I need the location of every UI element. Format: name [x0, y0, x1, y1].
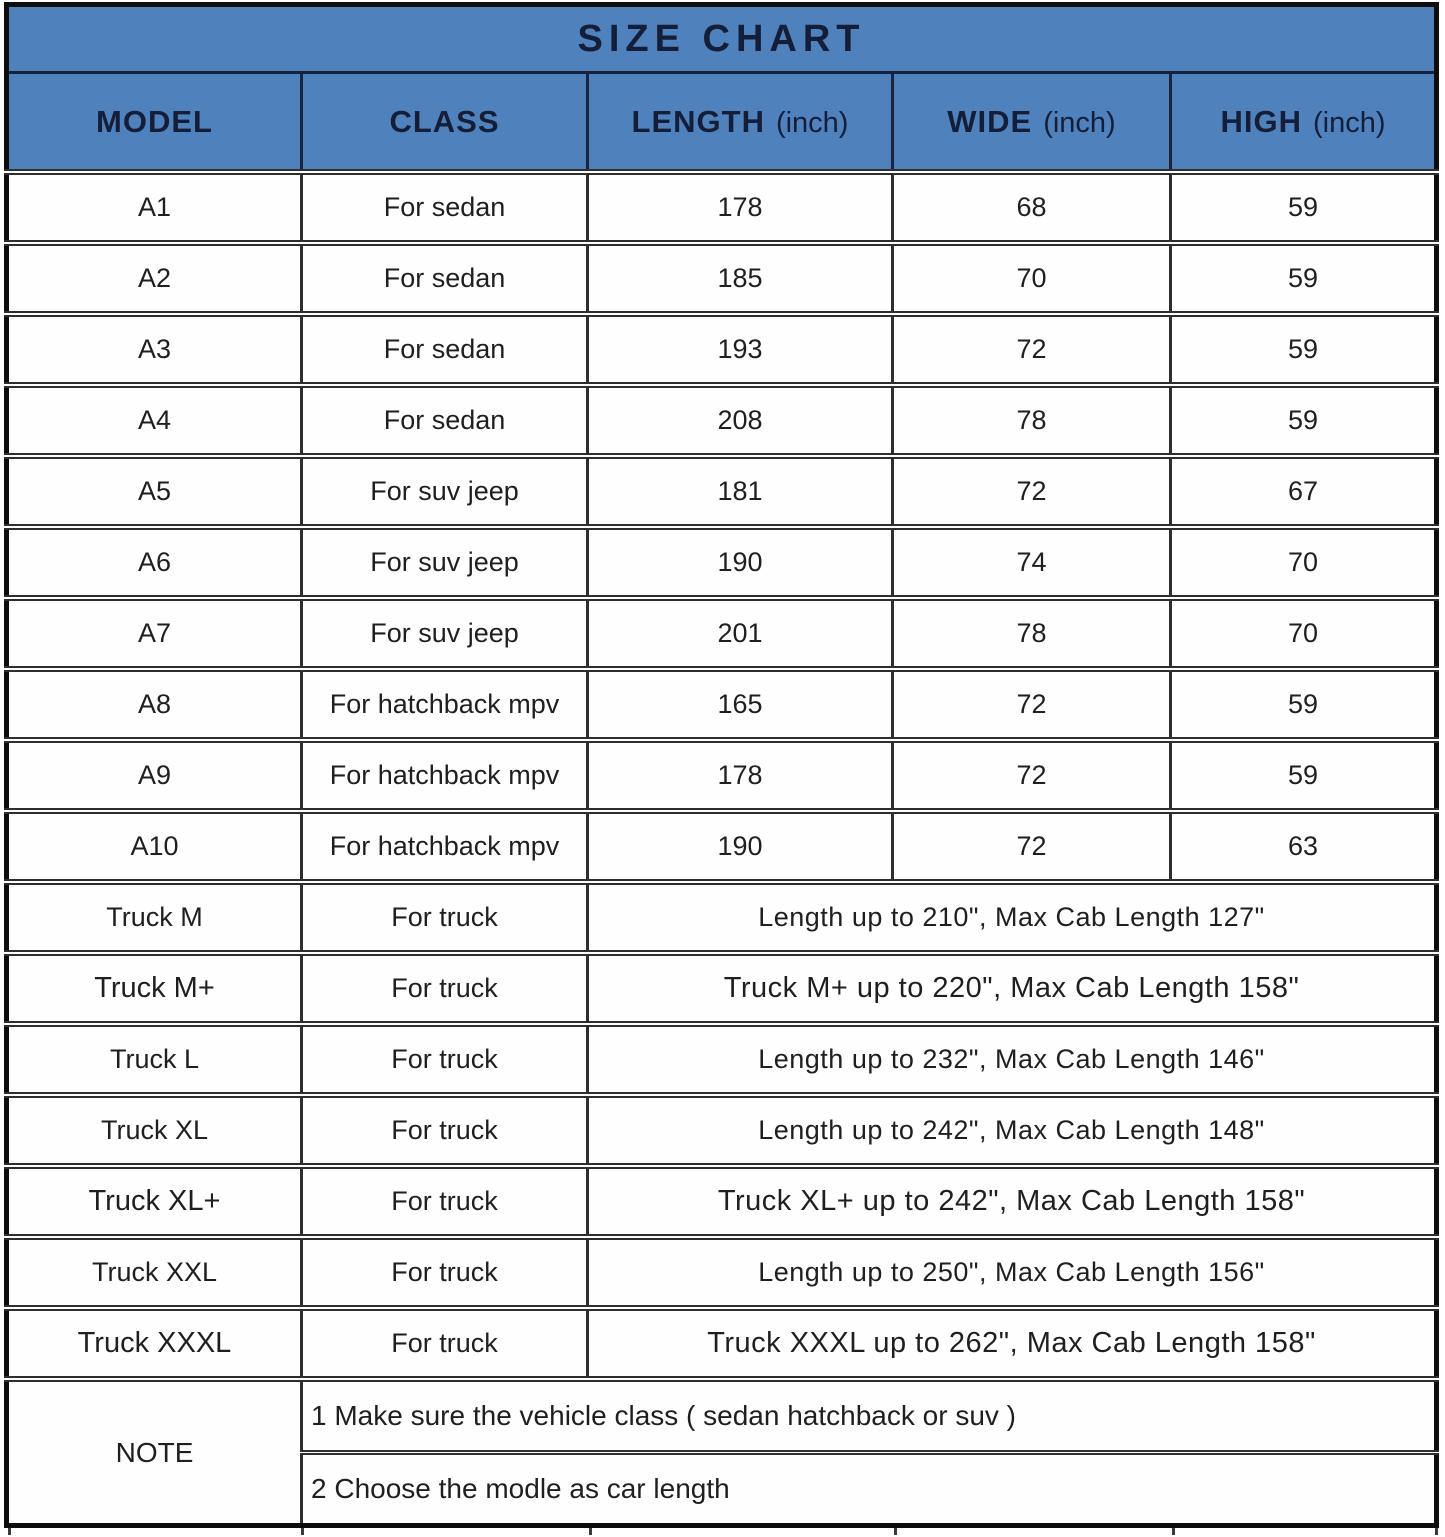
high-cell: 59 [1171, 385, 1437, 456]
table-row [7, 527, 1437, 598]
truck-spec-cell: Length up to 232", Max Cab Length 146" [588, 1024, 1437, 1095]
truck-spec-cell: Truck M+ up to 220", Max Cab Length 158" [588, 953, 1437, 1024]
table-row [7, 1095, 1437, 1166]
col-header-unit: (inch) [1043, 106, 1116, 139]
table-row [7, 740, 1437, 811]
bottom-tick [589, 1528, 592, 1535]
table-row [7, 385, 1437, 456]
model-cell: Truck XXL [7, 1237, 302, 1308]
class-cell: For suv jeep [302, 527, 588, 598]
bottom-tick [1435, 1528, 1438, 1535]
model-cell: Truck M [7, 882, 302, 953]
bottom-tick [894, 1528, 897, 1535]
col-header-label: LENGTH [631, 103, 765, 139]
model-cell: A5 [7, 456, 302, 527]
class-cell: For truck [302, 953, 588, 1024]
wide-cell: 72 [893, 740, 1171, 811]
high-cell: 59 [1171, 243, 1437, 314]
model-cell: Truck XL [7, 1095, 302, 1166]
table-row [7, 882, 1437, 953]
table-row [7, 314, 1437, 385]
truck-spec-cell: Length up to 242", Max Cab Length 148" [588, 1095, 1437, 1166]
col-header-length [588, 73, 893, 173]
high-cell: 59 [1171, 314, 1437, 385]
truck-spec-cell: Truck XXXL up to 262", Max Cab Length 158" [588, 1308, 1437, 1379]
wide-cell: 74 [893, 527, 1171, 598]
model-cell: A1 [7, 172, 302, 243]
high-cell: 59 [1171, 740, 1437, 811]
high-cell: 63 [1171, 811, 1437, 882]
table-row [7, 1166, 1437, 1237]
col-header-unit: (inch) [775, 106, 849, 139]
note-item-cell: 1 Make sure the vehicle class ( sedan hatchback or suv ) [302, 1379, 1437, 1453]
col-header-label: MODEL [96, 103, 213, 139]
note-item-cell: 2 Choose the modle as car length [302, 1453, 1437, 1526]
model-cell: A8 [7, 669, 302, 740]
table-row [7, 1024, 1437, 1095]
wide-cell: 78 [893, 385, 1171, 456]
truck-spec-cell: Truck XL+ up to 242", Max Cab Length 158" [588, 1166, 1437, 1237]
col-header-unit: (inch) [1312, 106, 1386, 139]
model-cell: Truck XXXL [7, 1308, 302, 1379]
class-cell: For sedan [302, 385, 588, 456]
table-row [7, 811, 1437, 882]
wide-cell: 72 [893, 811, 1171, 882]
table-row [7, 669, 1437, 740]
col-header-class [302, 73, 588, 173]
table-row [7, 456, 1437, 527]
table-row [7, 598, 1437, 669]
class-cell: For truck [302, 1024, 588, 1095]
length-cell: 185 [588, 243, 893, 314]
col-header-wide [893, 73, 1171, 173]
col-header-high [1171, 73, 1437, 173]
class-cell: For truck [302, 1095, 588, 1166]
bottom-tick [1172, 1528, 1175, 1535]
wide-cell: 72 [893, 669, 1171, 740]
class-cell: For truck [302, 1166, 588, 1237]
class-cell: For hatchback mpv [302, 811, 588, 882]
length-cell: 178 [588, 740, 893, 811]
model-cell: Truck L [7, 1024, 302, 1095]
class-cell: For truck [302, 1308, 588, 1379]
model-cell: A7 [7, 598, 302, 669]
class-cell: For truck [302, 882, 588, 953]
note-label-cell: NOTE [7, 1379, 302, 1526]
table-row [7, 172, 1437, 243]
length-cell: 190 [588, 527, 893, 598]
class-cell: For truck [302, 1237, 588, 1308]
bottom-tick [8, 1528, 11, 1535]
table-title: SIZE CHART [7, 5, 1437, 73]
length-cell: 181 [588, 456, 893, 527]
class-cell: For hatchback mpv [302, 669, 588, 740]
column-header-row [7, 73, 1437, 173]
high-cell: 59 [1171, 669, 1437, 740]
table-row [7, 1237, 1437, 1308]
model-cell: A9 [7, 740, 302, 811]
class-cell: For suv jeep [302, 598, 588, 669]
class-cell: For sedan [302, 314, 588, 385]
wide-cell: 70 [893, 243, 1171, 314]
length-cell: 178 [588, 172, 893, 243]
bottom-border-ticks [8, 1528, 1438, 1537]
class-cell: For suv jeep [302, 456, 588, 527]
high-cell: 59 [1171, 172, 1437, 243]
length-cell: 201 [588, 598, 893, 669]
model-cell: A10 [7, 811, 302, 882]
bottom-tick [301, 1528, 304, 1535]
length-cell: 193 [588, 314, 893, 385]
wide-cell: 78 [893, 598, 1171, 669]
truck-spec-cell: Length up to 210", Max Cab Length 127" [588, 882, 1437, 953]
table-row [7, 1308, 1437, 1379]
model-cell: A2 [7, 243, 302, 314]
table-row [7, 243, 1437, 314]
size-chart-table [4, 2, 1439, 1528]
wide-cell: 72 [893, 456, 1171, 527]
class-cell: For sedan [302, 243, 588, 314]
col-header-label: WIDE [947, 103, 1033, 139]
high-cell: 70 [1171, 527, 1437, 598]
length-cell: 208 [588, 385, 893, 456]
truck-spec-cell: Length up to 250", Max Cab Length 156" [588, 1237, 1437, 1308]
model-cell: Truck M+ [7, 953, 302, 1024]
high-cell: 70 [1171, 598, 1437, 669]
length-cell: 165 [588, 669, 893, 740]
col-header-label: CLASS [389, 103, 500, 139]
class-cell: For sedan [302, 172, 588, 243]
model-cell: A4 [7, 385, 302, 456]
wide-cell: 68 [893, 172, 1171, 243]
col-header-label: HIGH [1220, 103, 1302, 139]
wide-cell: 72 [893, 314, 1171, 385]
note-row [7, 1379, 1437, 1453]
title-row [7, 5, 1437, 73]
high-cell: 67 [1171, 456, 1437, 527]
model-cell: Truck XL+ [7, 1166, 302, 1237]
col-header-model [7, 73, 302, 173]
length-cell: 190 [588, 811, 893, 882]
table-row [7, 953, 1437, 1024]
model-cell: A6 [7, 527, 302, 598]
model-cell: A3 [7, 314, 302, 385]
class-cell: For hatchback mpv [302, 740, 588, 811]
